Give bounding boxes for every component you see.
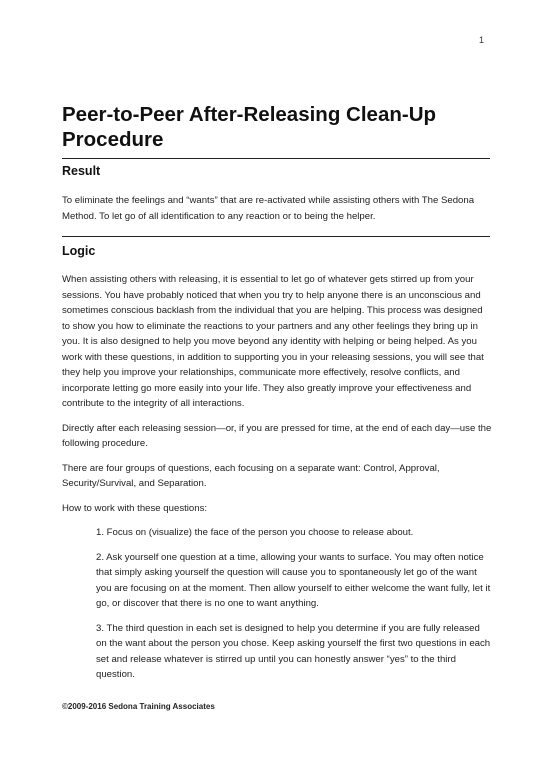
divider-line — [62, 150, 490, 159]
procedure-step: 2. Ask yourself one question at a time, allowing your wants to surface. You may often notice that simply asking yourself the question will cause you to spontaneously let go of the want you are focusing on at the moment. Then allow yourself to either welcome the want fully, let it go, or discover that there is no one to want anything. — [96, 551, 491, 609]
result-paragraph: To eliminate the feelings and “wants” that are re-activated while assisting others with The Sedona Method. To let go of all identification to any reaction or to being the helper. — [62, 195, 475, 222]
procedure-step: 1. Focus on (visualize) the face of the person you choose to release about. — [96, 527, 414, 538]
divider-line — [62, 228, 490, 237]
copyright-footer: ©2009-2016 Sedona Training Associates — [62, 702, 215, 711]
document-title: Peer-to-Peer After-Releasing Clean-Up Procedure — [62, 103, 437, 151]
page-number: 1 — [478, 35, 484, 45]
section-heading-result: Result — [62, 164, 101, 178]
logic-paragraph: There are four groups of questions, each focusing on a separate want: Control, Approval, Security/Survival, and Separation. — [62, 462, 440, 489]
logic-paragraph: When assisting others with releasing, it is essential to let go of whatever gets stirred up from your sessions. You have probably noticed that when you try to help anyone there is an unconscious and sometimes conscious backlash from the individual that you are helping. This process was designed to show you how to eliminate the reactions to your partners and any other feelings they bring up in you. It is also designed to help you move beyond any identity with helping or being helped. As you work with these questions, in addition to supporting you in your releasing sessions, you will see that they help you improve your relationships, communicate more effectively, resolve conflicts, and incorporate letting go more easily into your life. They also greatly improve your effectiveness and contribute to the integrity of all interactions. — [62, 274, 484, 409]
section-heading-logic: Logic — [62, 244, 96, 258]
result-text-block — [62, 193, 492, 233]
logic-text-block — [62, 272, 492, 692]
logic-paragraph: Directly after each releasing session—or, if you are pressed for time, at the end of each day—use the following procedure. — [62, 422, 492, 449]
procedure-step: 3. The third question in each set is designed to help you determine if you are fully released on the want about the person you chose. Keep asking yourself the first two questions in each set and release whatever is stirred up until you can honestly answer “yes” to the third question. — [96, 622, 491, 680]
logic-paragraph: How to work with these questions: — [62, 502, 208, 514]
